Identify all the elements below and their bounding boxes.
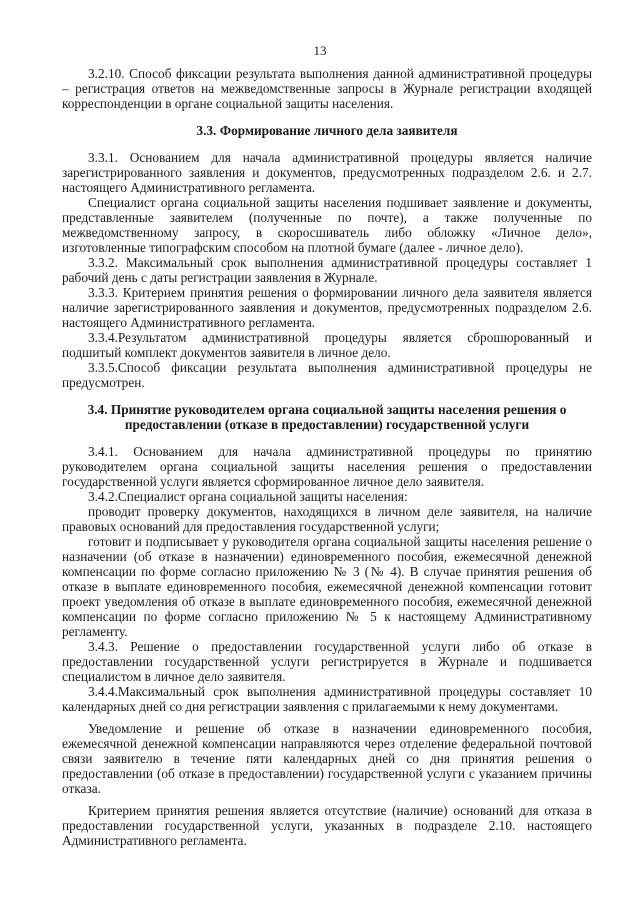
paragraph-3-2-10: 3.2.10. Способ фиксации результата выполнения данной административной процедуры – регистрация ответов на межведомственные запросы в Журнале регистрации входящей корреспонденции в органе социальной защиты населения. bbox=[62, 66, 592, 111]
paragraph-3-4-2: 3.4.2.Специалист органа социальной защиты населения: bbox=[88, 489, 408, 504]
paragraph-3-3-1: 3.3.1. Основанием для начала административной процедуры является наличие зарегистрированного заявления и документов, предусмотренных подразделом 2.6. и 2.7. настоящего Административного регламента. bbox=[62, 150, 592, 195]
paragraph-notification: Уведомление и решение об отказе в назначении единовременного пособия, ежемесячной денежной компенсации направляются через отделение федеральной почтовой связи заявителю в течение пяти календарных дней со дня принятия решения о предоставлении (об отказе в предоставлении) государственной услуги с указанием причины отказа. bbox=[62, 721, 592, 796]
paragraph-3-3-2: 3.3.2. Максимальный срок выполнения административной процедуры составляет 1 рабочий день с даты регистрации заявления в Журнале. bbox=[62, 255, 592, 285]
paragraph-prepare-decision: готовит и подписывает у руководителя органа социальной защиты населения решение о назначении (об отказе в назначении) единовременного пособия, ежемесячной денежной компенсации по форме согласно приложению № 3 (№ 4). В случае принятия решения об отказе в выплате единовременного пособия, ежемесячной денежной компенсации готовит проект уведомления об отказе в выплате единовременного пособия, ежемесячной денежной компенсации по форме согласно приложению № 5 к настоящему Административному регламенту. bbox=[62, 534, 592, 639]
heading-3-3: 3.3. Формирование личного дела заявителя bbox=[196, 123, 458, 138]
paragraph-3-3-4: 3.3.4.Результатом административной процедуры является сброшюрованный и подшитый комплект документов заявителя в личное дело. bbox=[62, 330, 592, 360]
paragraph-3-4-4: 3.4.4.Максимальный срок выполнения административной процедуры составляет 10 календарных дней со дня регистрации заявления с прилагаемыми к нему документами. bbox=[62, 684, 592, 714]
page-number: 13 bbox=[313, 43, 327, 58]
heading-3-4: 3.4. Принятие руководителем органа социальной защиты населения решения о предоставлении (отказе в предоставлении) государственной услуги bbox=[87, 402, 567, 432]
paragraph-check-documents: проводит проверку документов, находящихся в личном деле заявителя, на наличие правовых оснований для предоставления государственной услуги; bbox=[62, 504, 592, 534]
paragraph-3-3-5: 3.3.5.Способ фиксации результата выполнения административной процедуры не предусмотрен. bbox=[62, 360, 592, 390]
document-body bbox=[62, 66, 592, 848]
paragraph-criterion: Критерием принятия решения является отсутствие (наличие) оснований для отказа в предоставлении государственной услуги, указанных в подразделе 2.10. настоящего Административного регламента. bbox=[62, 803, 592, 848]
paragraph-specialist: Специалист органа социальной защиты населения подшивает заявление и документы, представленные заявителем (полученные по почте), а также полученные по межведомственному запросу, в скоросшиватель либо обложку «Личное дело», изготовленные типографским способом на плотной бумаге (далее - личное дело). bbox=[62, 195, 592, 255]
paragraph-3-3-3: 3.3.3. Критерием принятия решения о формировании личного дела заявителя является наличие зарегистрированного заявления и документов, предусмотренных подразделом 2.6. настоящего Административного регламента. bbox=[62, 285, 592, 330]
paragraph-3-4-1: 3.4.1. Основанием для начала административной процедуры по принятию руководителем органа социальной защиты населения решения о предоставлении государственной услуги является сформированное личное дело заявителя. bbox=[62, 444, 592, 489]
paragraph-3-4-3: 3.4.3. Решение о предоставлении государственной услуги либо об отказе в предоставлении государственной услуги регистрируется в Журнале и подшивается специалистом в личное дело заявителя. bbox=[62, 639, 592, 684]
